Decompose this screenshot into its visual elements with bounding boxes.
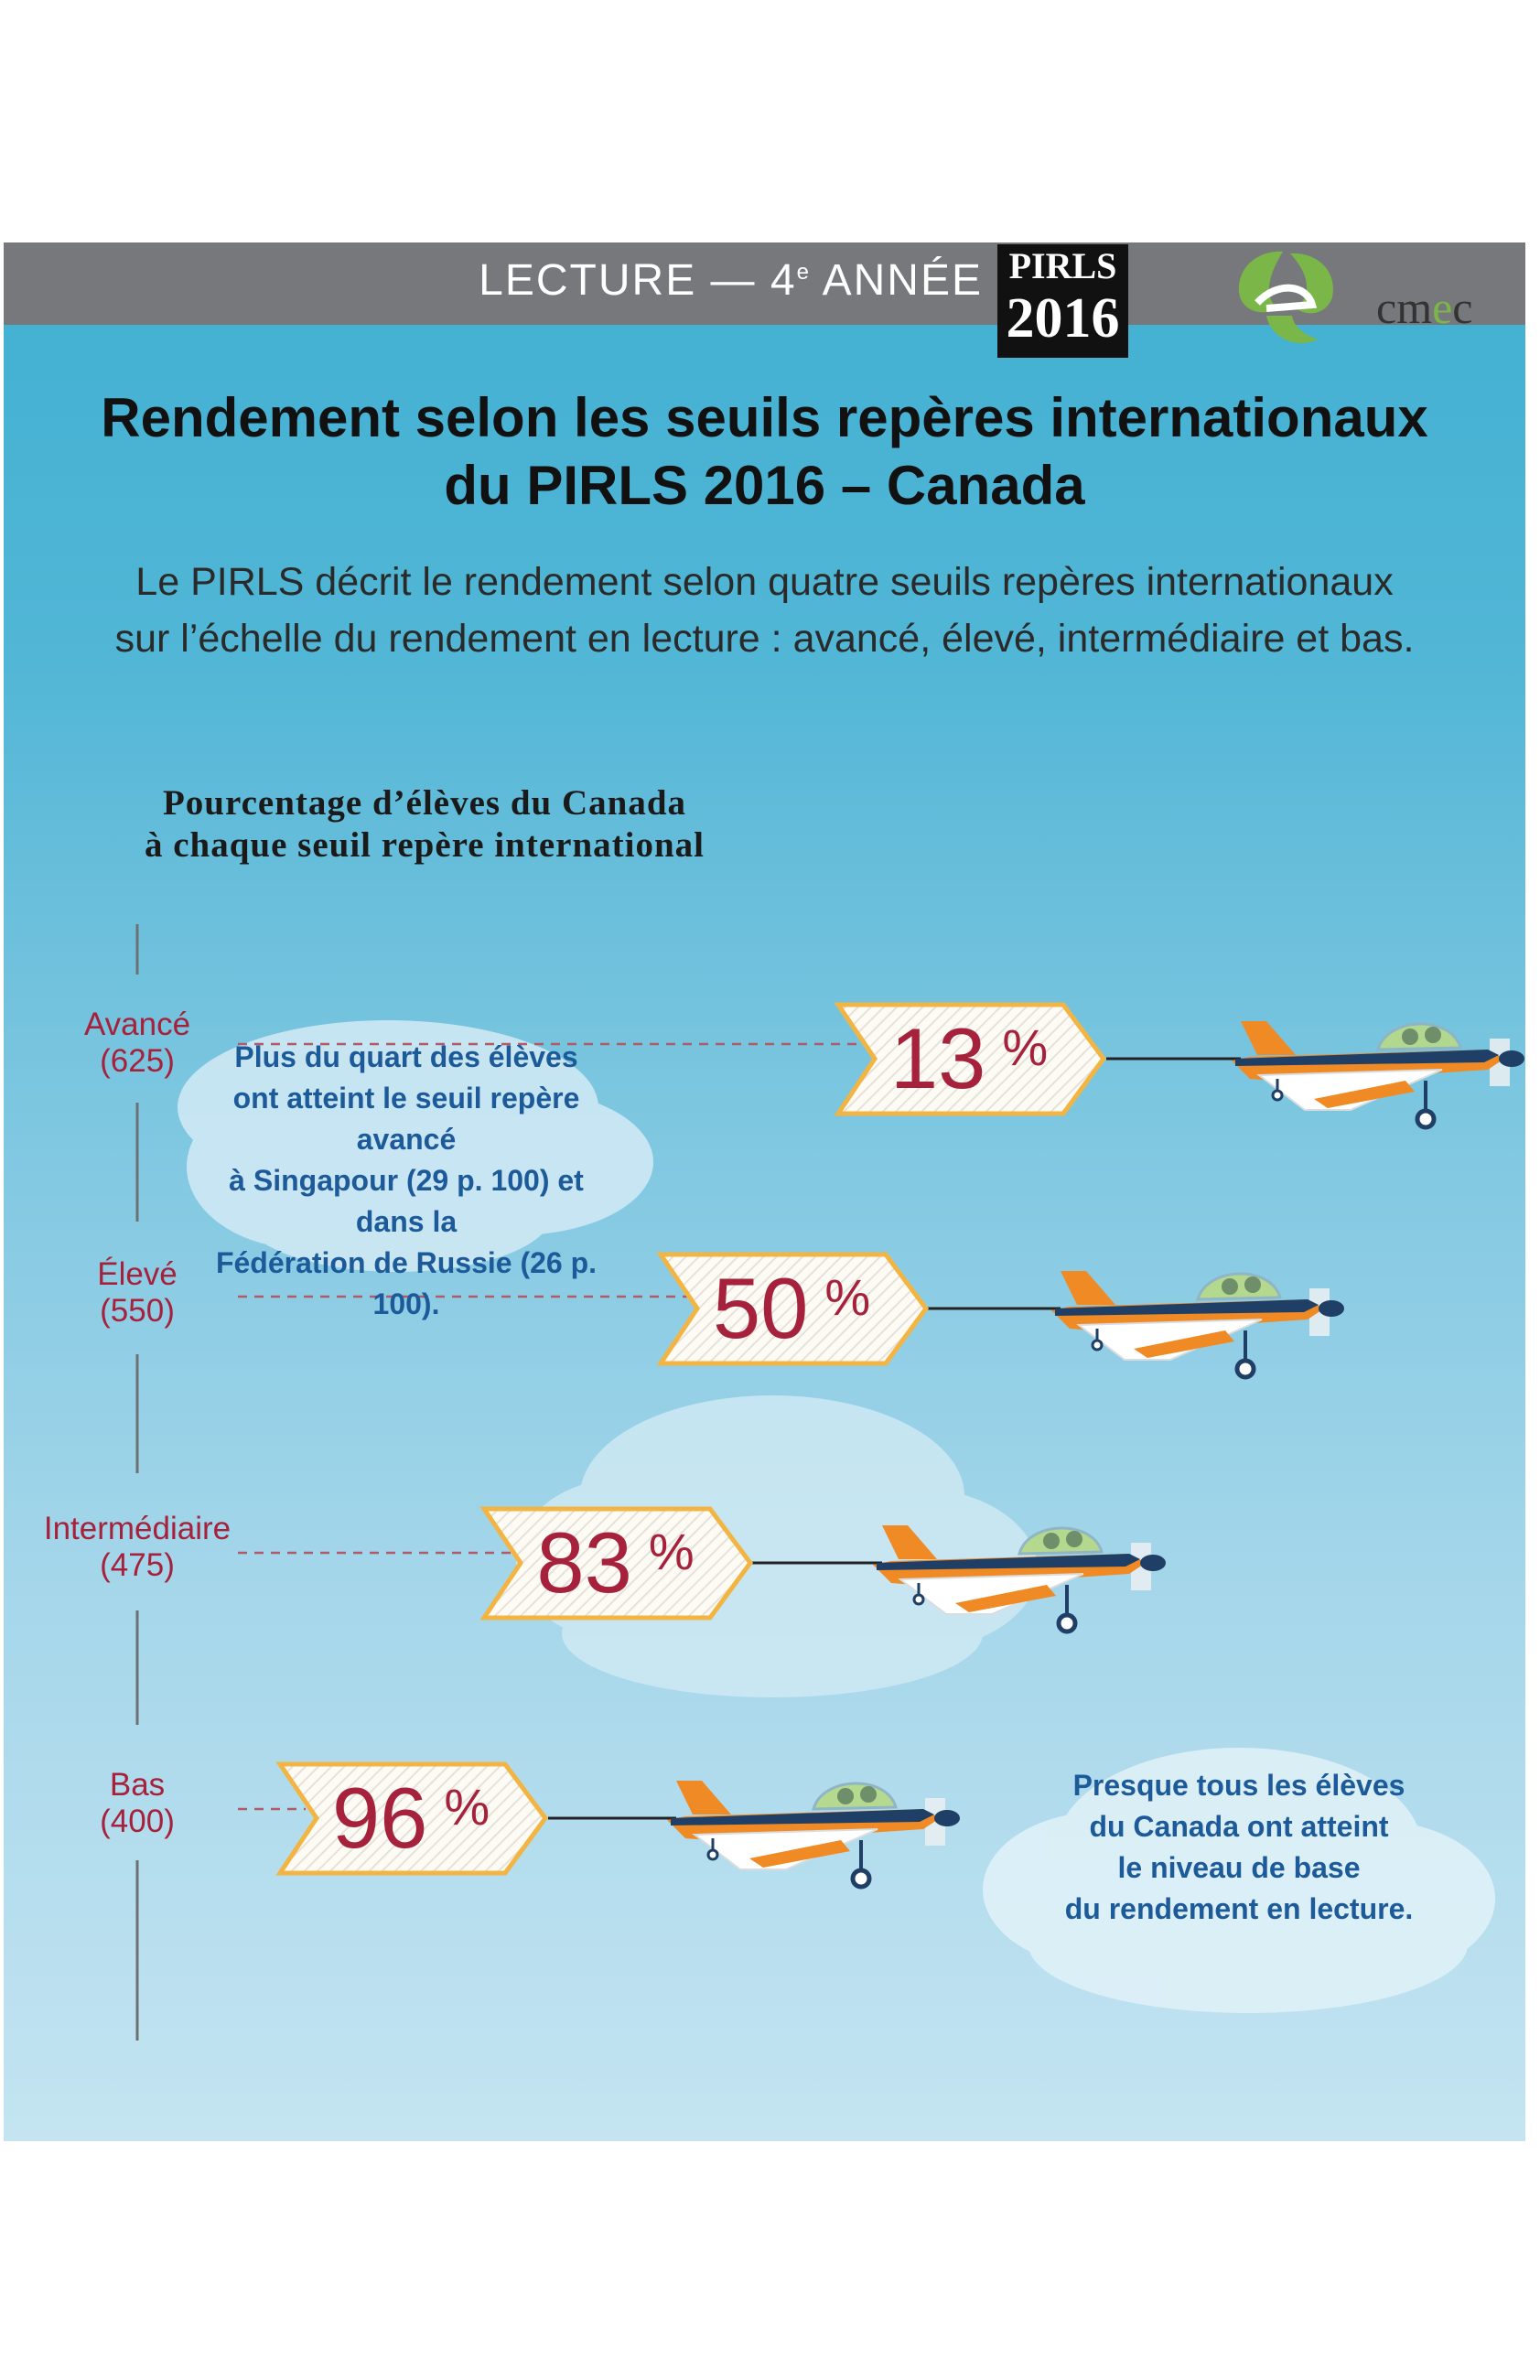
page-title: Rendement selon les seuils repères internationaux du PIRLS 2016 – Canada: [101, 387, 1428, 516]
plane-high: [1051, 1271, 1344, 1377]
level-label-intermediate: Intermédiaire (475): [43, 1511, 232, 1583]
level-label-high: Élevé (550): [97, 1256, 178, 1329]
chart-title: Pourcentage d’élèves du Canada à chaque seuil repère international: [144, 783, 705, 865]
intro-text: Le PIRLS décrit le rendement selon quatre seuils repères internationaux sur l’échelle du rendement en lecture : avancé, élevé, intermédiaire et bas.: [114, 560, 1415, 661]
grade-label: LECTURE — 4e ANNÉE: [479, 256, 983, 305]
note-advanced: Plus du quart des élèves ont atteint le seuil repère avancé à Singapour (29 p. 100) et dans la Fédération de Russie (26 p. 100).: [215, 1040, 598, 1320]
value-basic: 96 %: [331, 1770, 490, 1866]
plane-basic: [667, 1781, 960, 1887]
infographic-poster: [4, 242, 1525, 2141]
cmec-leaf-icon: [1230, 244, 1347, 356]
level-label-basic: Bas (400): [100, 1767, 175, 1839]
level-label-advanced: Avancé (625): [83, 1007, 191, 1079]
plane-advanced: [1232, 1021, 1524, 1127]
value-high: 50 %: [712, 1260, 871, 1356]
pirls-logo: PIRLS 2016: [997, 244, 1128, 358]
note-basic: Presque tous les élèves du Canada ont atteint le niveau de base du rendement en lecture.: [1064, 1769, 1414, 1925]
cmec-logo-text: cmec: [1376, 282, 1473, 333]
value-intermediate: 83 %: [536, 1514, 695, 1610]
value-advanced: 13 %: [889, 1010, 1049, 1106]
